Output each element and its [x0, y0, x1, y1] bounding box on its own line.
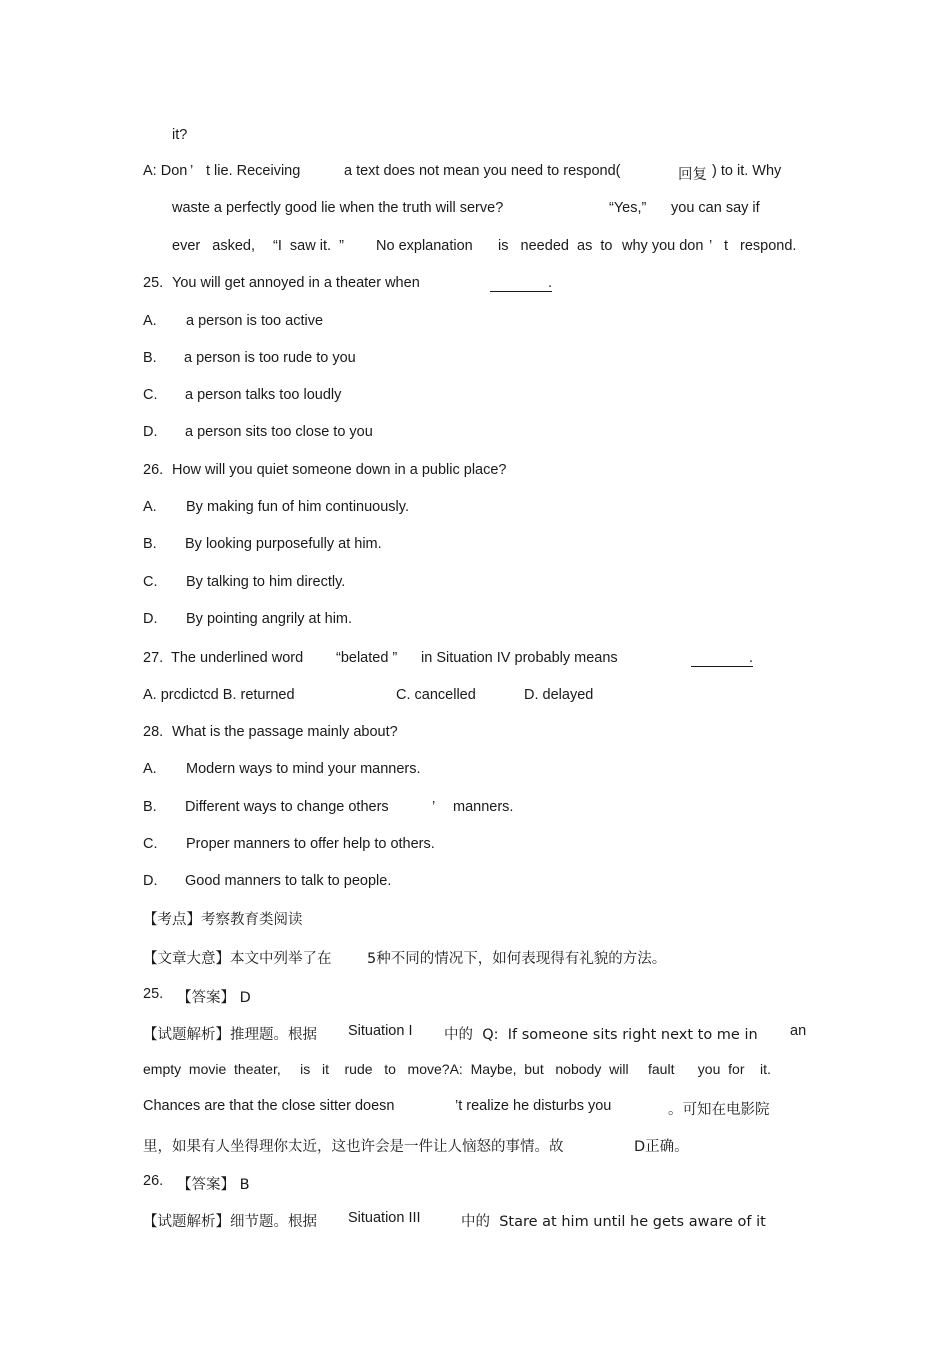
option-text: By looking purposefully at him.: [185, 536, 382, 552]
answer-26: [0, 1173, 950, 1193]
explanation-text: 【试题解析】细节题。根据: [143, 1214, 317, 1230]
question-number: 25.: [143, 275, 164, 291]
option-text: Proper manners to offer help to others.: [186, 836, 435, 852]
option-text: ’: [432, 799, 436, 815]
option: [0, 424, 950, 444]
option-text: Different ways to change others: [185, 799, 389, 815]
passage-text: “Yes,”: [609, 200, 647, 216]
explanation-text: Situation III: [348, 1210, 421, 1226]
passage-line: it?: [172, 127, 188, 143]
option: [0, 313, 950, 333]
option-text: By talking to him directly.: [186, 574, 346, 590]
explanation-line: [0, 1023, 950, 1043]
question-number: 26.: [143, 462, 164, 478]
explanation-line: [0, 1210, 950, 1230]
passage-text: respond.: [740, 238, 797, 254]
option: [0, 387, 950, 407]
option: [0, 350, 950, 370]
explanation-text: 里，如果有人坐得理你太近，这也许会是一件让人恼怒的事情。故: [143, 1139, 564, 1155]
option-text: a person is too active: [186, 313, 324, 329]
option-text: a person sits too close to you: [185, 424, 373, 440]
question-28: [0, 724, 950, 744]
option: [0, 499, 950, 519]
passage-text: 回复: [678, 167, 707, 183]
option: [0, 761, 950, 781]
passage-text: ’: [709, 238, 713, 254]
option: [0, 574, 950, 594]
question-number: 28.: [143, 724, 164, 740]
option-letter: D.: [143, 873, 158, 889]
explanation-line: [0, 1098, 950, 1118]
passage-text: t: [724, 238, 729, 254]
passage-text: is needed as to: [498, 238, 613, 254]
passage-text: a text does not mean you need to respond(: [344, 163, 621, 179]
passage-text: waste a perfectly good lie when the truth will serve?: [172, 200, 504, 216]
question-25: [0, 275, 950, 295]
question-stem: “belated ”: [336, 650, 398, 666]
answer-number: 25.: [143, 986, 164, 1002]
question-stem: How will you quiet someone down in a public place?: [172, 462, 507, 478]
passage-text: ever asked,: [172, 238, 256, 254]
answer-25: [0, 986, 950, 1006]
explanation-line: [0, 1061, 950, 1081]
explanation-text: 中的 Q: If someone sits right next to me in: [444, 1027, 758, 1043]
option-letter: B.: [143, 799, 157, 815]
option-letter: D.: [143, 424, 158, 440]
option-text: D. delayed: [524, 687, 594, 703]
option-text: C. cancelled: [396, 687, 476, 703]
option: [0, 611, 950, 631]
answer-blank: .: [490, 275, 552, 292]
option-letter: C.: [143, 574, 158, 590]
option-line: [0, 687, 950, 707]
explanation-line: [0, 1135, 950, 1155]
option-text: Good manners to talk to people.: [185, 873, 392, 889]
explanation-text: D正确。: [634, 1139, 689, 1155]
explanation-text: Chances are that the close sitter doesn: [143, 1098, 395, 1114]
question-26: [0, 462, 950, 482]
passage-line: [0, 163, 950, 183]
passage-text: “I saw it. ”: [273, 238, 344, 254]
kaodian-line: 【考点】考察教育类阅读: [143, 912, 303, 928]
passage-text: you can say if: [671, 200, 760, 216]
option-text: A. prcdictcd B. returned: [143, 687, 295, 703]
option-letter: B.: [143, 350, 157, 366]
option: [0, 799, 950, 819]
option-letter: D.: [143, 611, 158, 627]
option-letter: A.: [143, 499, 157, 515]
question-number: 27.: [143, 650, 164, 666]
explanation-text: 中的 Stare at him until he gets aware of it: [461, 1214, 766, 1230]
passage-text: A: Don: [143, 163, 188, 179]
passage-line: [0, 200, 950, 220]
answer-number: 26.: [143, 1173, 164, 1189]
option-text: a person talks too loudly: [185, 387, 342, 403]
explanation-text: 【试题解析】推理题。根据: [143, 1027, 317, 1043]
question-27: [0, 650, 950, 670]
option: [0, 873, 950, 893]
answer-key: 【答案】 D: [177, 990, 251, 1006]
option-letter: C.: [143, 387, 158, 403]
summary-text: 5种不同的情况下，如何表现得有礼貌的方法。: [367, 951, 667, 967]
question-stem: The underlined word: [171, 650, 304, 666]
explanation-text: Situation I: [348, 1023, 413, 1039]
passage-line: [0, 238, 950, 258]
option-text: a person is too rude to you: [184, 350, 356, 366]
passage-text: why you don: [622, 238, 704, 254]
answer-key: 【答案】 B: [177, 1177, 250, 1193]
question-stem: in Situation IV probably means: [421, 650, 618, 666]
option: [0, 836, 950, 856]
option-letter: A.: [143, 761, 157, 777]
explanation-text: 。可知在电影院: [668, 1102, 770, 1118]
summary-text: 【文章大意】本文中列举了在: [143, 951, 332, 967]
passage-text: ) to it. Why: [712, 163, 782, 179]
explanation-text: empty movie theater, is it rude to move?A: Maybe, but nobody will fault you for it.: [143, 1061, 771, 1077]
option-text: manners.: [453, 799, 514, 815]
option-letter: C.: [143, 836, 158, 852]
explanation-text: an: [790, 1023, 807, 1039]
option-text: Modern ways to mind your manners.: [186, 761, 421, 777]
question-stem: You will get annoyed in a theater when: [172, 275, 420, 291]
option-text: By making fun of him continuously.: [186, 499, 409, 515]
summary-line: [0, 947, 950, 967]
answer-blank: .: [691, 650, 753, 667]
passage-text: No explanation: [376, 238, 473, 254]
option-letter: B.: [143, 536, 157, 552]
option-text: By pointing angrily at him.: [186, 611, 353, 627]
passage-text: t lie. Receiving: [206, 163, 301, 179]
explanation-text: ’t realize he disturbs you: [455, 1098, 612, 1114]
option: [0, 536, 950, 556]
option-letter: A.: [143, 313, 157, 329]
question-stem: What is the passage mainly about?: [172, 724, 398, 740]
passage-text: ’: [190, 163, 194, 179]
